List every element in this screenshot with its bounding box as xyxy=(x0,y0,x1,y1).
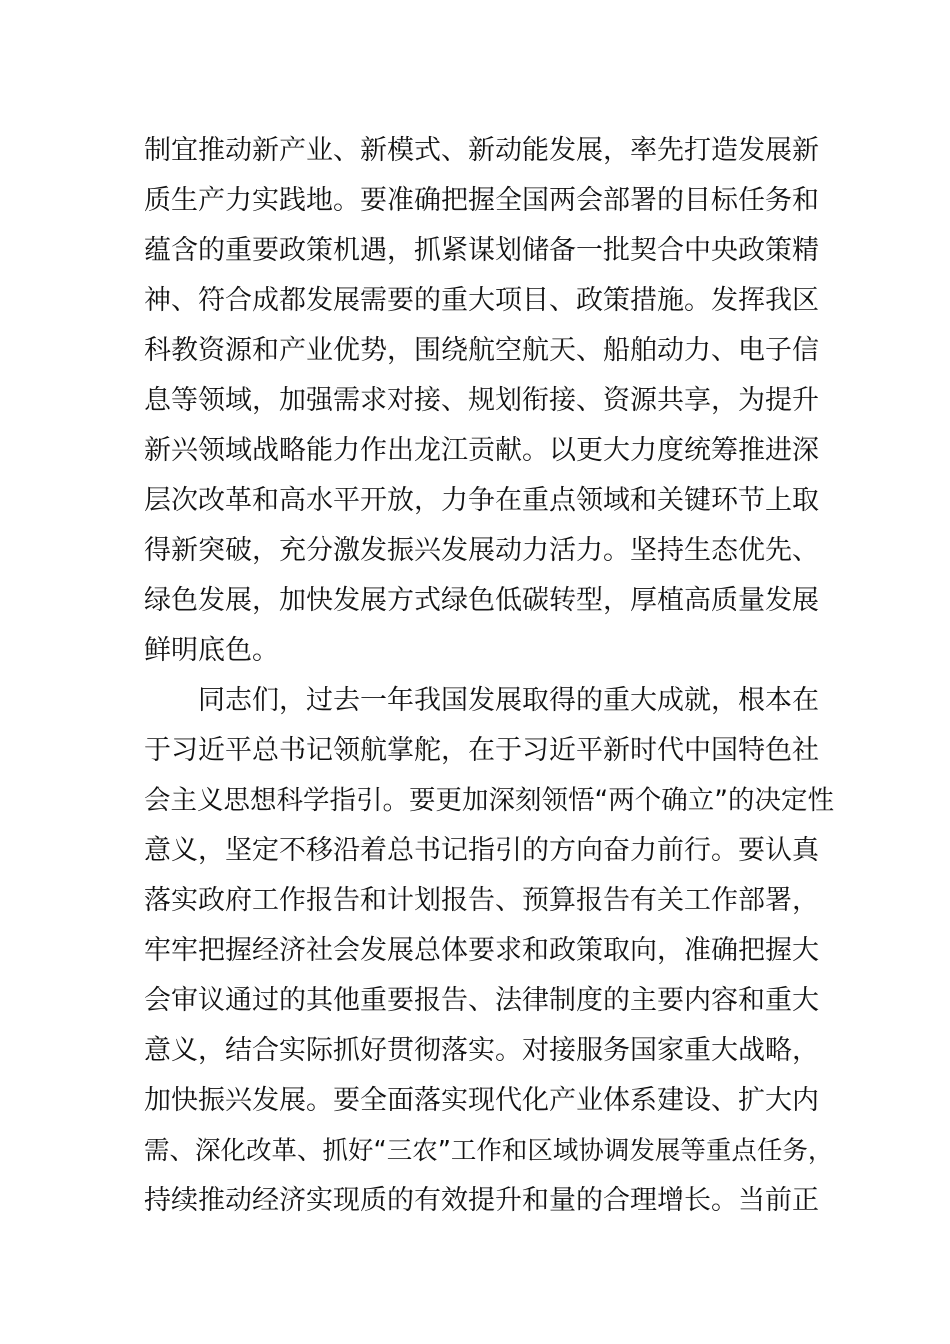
text-line: 意义，坚定不移沿着总书记指引的方向奋力前行。要认真 xyxy=(144,835,819,866)
text-line: 得新突破，充分激发振兴发展动力活力。坚持生态优先、 xyxy=(144,535,819,566)
text-line: 鲜明底色。 xyxy=(144,635,279,666)
text-line: 质生产力实践地。要准确把握全国两会部署的目标任务和 xyxy=(144,185,819,216)
text-line: 绿色发展，加快发展方式绿色低碳转型，厚植高质量发展 xyxy=(144,585,819,616)
text-line: 神、符合成都发展需要的重大项目、政策措施。发挥我区 xyxy=(144,285,819,316)
text-line: 蕴含的重要政策机遇，抓紧谋划储备一批契合中央政策精 xyxy=(144,235,819,266)
text-line: 落实政府工作报告和计划报告、预算报告有关工作部署， xyxy=(144,885,819,916)
text-line: 牢牢把握经济社会发展总体要求和政策取向，准确把握大 xyxy=(144,935,819,966)
text-line: 持续推动经济实现质的有效提升和量的合理增长。当前正 xyxy=(144,1185,819,1216)
text-line: 需、深化改革、抓好“三农”工作和区域协调发展等重点任务， xyxy=(144,1136,834,1166)
body-text xyxy=(144,126,844,1226)
text-line: 制宜推动新产业、新模式、新动能发展，率先打造发展新 xyxy=(144,135,819,166)
text-line: 新兴领域战略能力作出龙江贡献。以更大力度统筹推进深 xyxy=(144,435,819,466)
text-line: 会审议通过的其他重要报告、法律制度的主要内容和重大 xyxy=(144,985,819,1016)
text-line: 加快振兴发展。要全面落实现代化产业体系建设、扩大内 xyxy=(144,1085,819,1116)
text-line: 层次改革和高水平开放，力争在重点领域和关键环节上取 xyxy=(144,485,819,516)
paragraph-start-line: 同志们，过去一年我国发展取得的重大成就，根本在 xyxy=(144,685,819,716)
text-line: 科教资源和产业优势，围绕航空航天、船舶动力、电子信 xyxy=(144,335,819,366)
text-line: 息等领域，加强需求对接、规划衔接、资源共享，为提升 xyxy=(144,385,819,416)
text-line: 意义，结合实际抓好贯彻落实。对接服务国家重大战略， xyxy=(144,1035,819,1066)
text-line: 会主义思想科学指引。要更加深刻领悟“两个确立”的决定性 xyxy=(144,785,834,816)
text-line: 于习近平总书记领航掌舵，在于习近平新时代中国特色社 xyxy=(144,735,819,766)
